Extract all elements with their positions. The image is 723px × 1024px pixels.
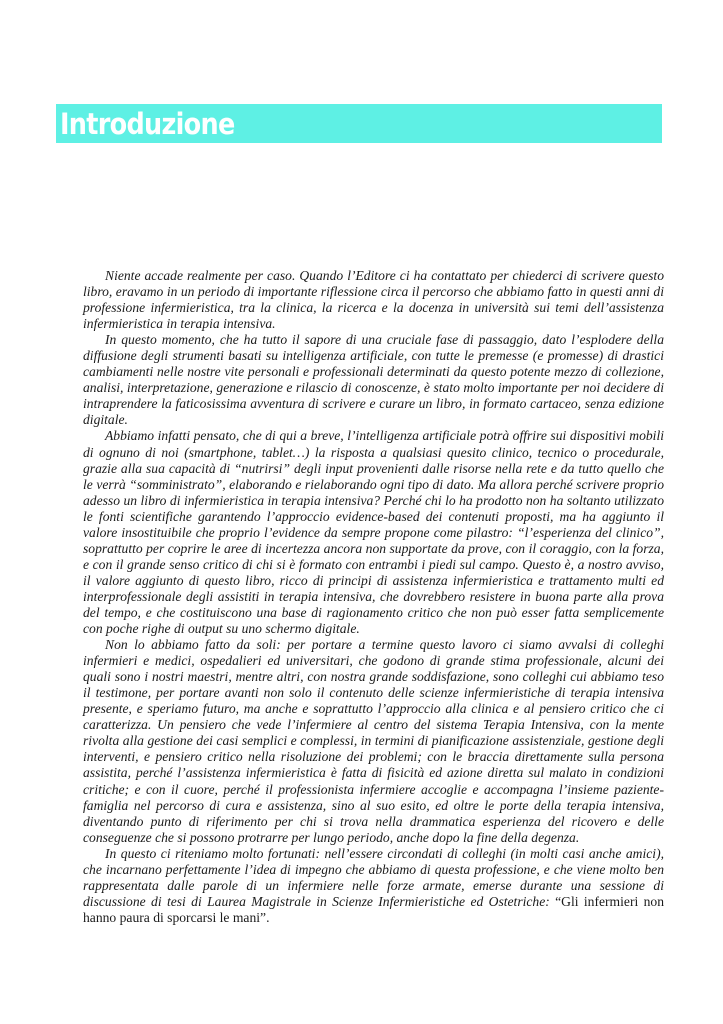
closing-quote: “Gli infermieri non hanno paura di sporcarsi le mani”. — [83, 893, 664, 925]
paragraph-5-text: In questo ci riteniamo molto fortunati: nell’essere circondati di colleghi (in molti casi anche amici), che incarnano perfettamente l’idea di impegno che abbiamo di questa professione, e che viene molto ben rappresentata dalle parole di un infermiere nelle forze armate, emerse durante una sessione di discussione di tesi di Laurea Magistrale in Scienze Infermieristiche ed Ostetriche: — [83, 845, 664, 909]
page-title: Introduzione — [60, 107, 235, 141]
paragraph-4: Non lo abbiamo fatto da soli: per portare a termine questo lavoro ci siamo avvalsi di colleghi infermieri e medici, ospedalieri ed universitari, che godono di grande stima professionale, alcuni dei quali sono i nostri maestri, mentre altri, con nostra grande soddisfazione, sono colleghi cui abbiamo teso il testimone, per portare avanti non solo il contenuto delle scienze infermieristiche di terapia intensiva presente, e speriamo futuro, ma anche e soprattutto l’approccio alla clinica e al pensiero critico che ci caratterizza. Un pensiero che vede l’infermiere al centro del sistema Terapia Intensiva, con la mente rivolta alla gestione dei casi semplici e complessi, in termini di pianificazione assistenziale, gestione degli interventi, e pensiero critico nella risoluzione dei problemi; con le braccia direttamente sulla persona assistita, perché l’assistenza infermieristica è fatta di fisicità ed azione diretta sul malato in condizioni critiche; e con il cuore, perché il professionista infermiere accoglie e accompagna l’insieme paziente-famiglia nel percorso di cura e assistenza, sino al suo esito, ed oltre le porte della terapia intensiva, diventando punto di riferimento per chi si trova nella drammatica esperienza del ricovero e delle conseguenze che si possono protrarre per lungo periodo, anche dopo la fine della degenza. — [83, 637, 664, 845]
paragraph-2: In questo momento, che ha tutto il sapore di una cruciale fase di passaggio, dato l’esplodere della diffusione degli strumenti basati su intelligenza artificiale, con tutte le premesse (e promesse) di drastici cambiamenti nelle nostre vite personali e professionali determinati da questo potente mezzo di collezione, analisi, interpretazione, generazione e rilascio di conoscenze, è stato molto importante per noi decidere di intraprendere la faticosissima avventura di scrivere e curare un libro, in formato cartaceo, senza edizione digitale. — [83, 332, 664, 428]
paragraph-5 — [83, 846, 664, 926]
body-text — [83, 268, 664, 926]
paragraph-3: Abbiamo infatti pensato, che di qui a breve, l’intelligenza artificiale potrà offrire sui dispositivi mobili di ognuno di noi (smartphone, tablet…) la risposta a qualsiasi quesito clinico, tecnico o procedurale, grazie alla sua capacità di “nutrirsi” degli input provenienti dalle risorse nella rete e da tutto quello che le verrà “somministrato”, elaborando e rielaborando ogni tipo di dato. Ma allora perché scrivere proprio adesso un libro di infermieristica in terapia intensiva? Perché chi lo ha prodotto non ha soltanto utilizzato le fonti scientifiche garantendo l’approccio evidence-based dei contenuti proposti, ma ha aggiunto il valore insostituibile che proprio l’evidence da sempre propone come pilastro: “l’esperienza del clinico”, soprattutto per coprire le aree di incertezza ancora non supportate da prove, con il coraggio, con la forza, e con il grande senso critico di chi si è formato con entrambi i piedi sul campo. Questo è, a nostro avviso, il valore aggiunto di questo libro, ricco di principi di assistenza infermieristica e trattamento multi ed interprofessionale degli assistiti in terapia intensiva, che dovrebbero resistere in buona parte alla prova del tempo, e che costituiscono una base di ragionamento critico che non può esser fatta semplicemente con poche righe di output su uno schermo digitale. — [83, 428, 664, 637]
paragraph-1: Niente accade realmente per caso. Quando l’Editore ci ha contattato per chiederci di scrivere questo libro, eravamo in un periodo di importante riflessione circa il percorso che abbiamo fatto in questi anni di professione infermieristica, tra la clinica, la ricerca e la docenza in università sui temi dell’assistenza infermieristica in terapia intensiva. — [83, 268, 664, 332]
title-band — [56, 104, 662, 143]
